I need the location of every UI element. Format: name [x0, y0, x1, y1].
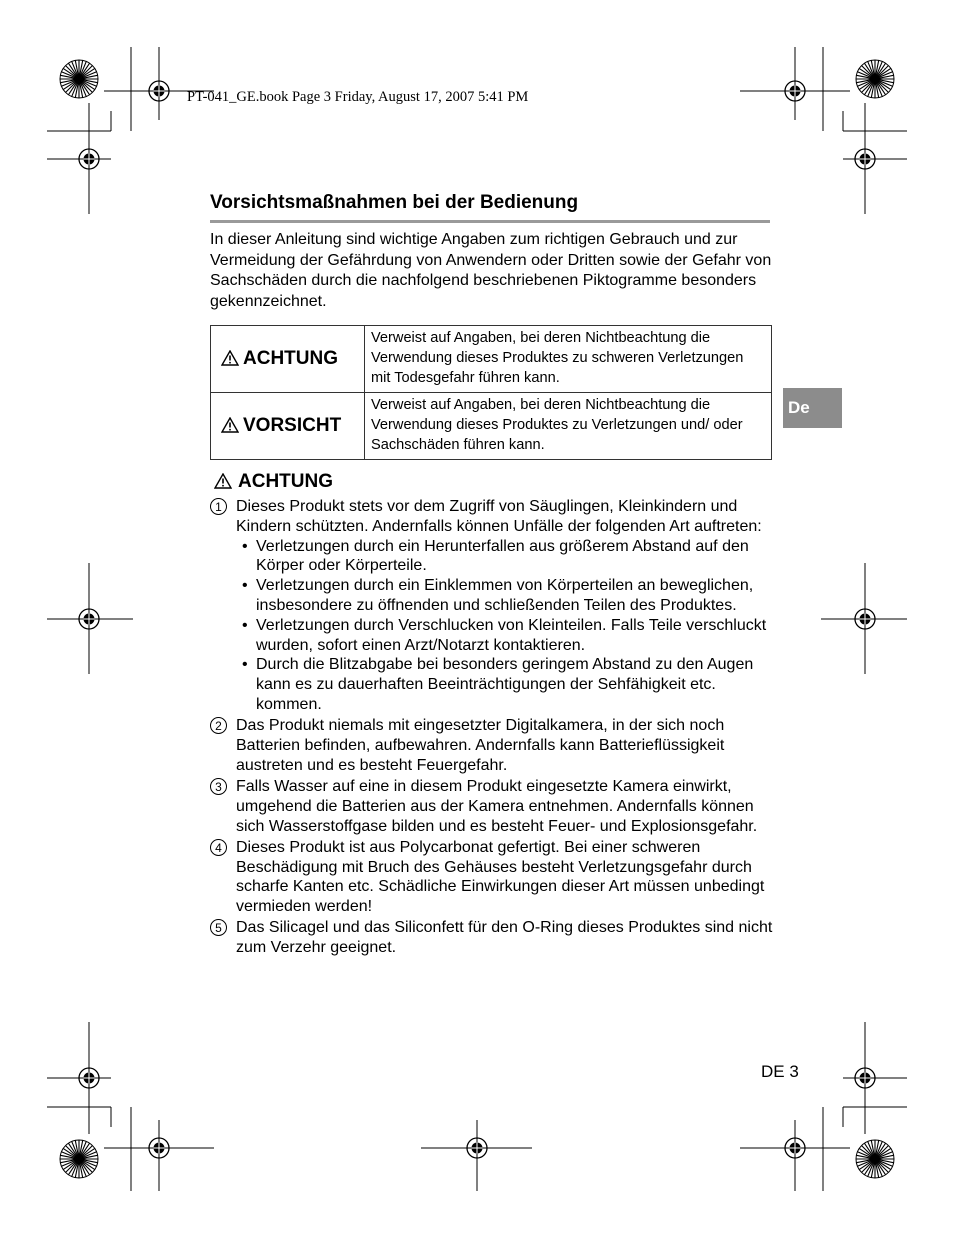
list-item — [210, 497, 780, 715]
item-text: Falls Wasser auf eine in diesem Produkt eingesetzte Kamera einwirkt, umgehend die Batterien aus der Kamera entnehmen. Andernfalls können sich Wasserstoffgase bilden und es besteht Feuer- und Explosionsgefahr. — [236, 777, 758, 835]
warning-triangle-icon — [214, 473, 232, 489]
language-tab — [783, 388, 842, 428]
bullet-text: Verletzungen durch ein Einklemmen von Körperteilen an beweglichen, insbesondere zu öffnenden und schließenden Teilen des Produktes. — [256, 577, 754, 614]
warning-triangle-icon — [221, 350, 239, 366]
warning-triangle-icon — [221, 417, 239, 433]
caution-label: VORSICHT — [243, 415, 342, 436]
list-item — [210, 838, 780, 917]
bullet-item: • Verletzungen durch Verschlucken von Kleinteilen. Falls Teile verschluckt wurden, sofort einen Arzt/Notarzt kontaktieren. — [242, 616, 767, 654]
item-number: 5 — [210, 919, 227, 936]
warning-description: Verweist auf Angaben, bei deren Nichtbeachtung die Verwendung dieses Produktes zu schweren Verletzungen mit Todesgefahr führen kann. — [365, 326, 772, 393]
table-row — [211, 393, 772, 460]
item-number: 1 — [210, 498, 227, 515]
caution-description: Verweist auf Angaben, bei deren Nichtbeachtung die Verwendung dieses Produktes zu Verletzungen und/ oder Sachschäden führen kann. — [365, 393, 772, 460]
bullet-item: • Durch die Blitzabgabe bei besonders geringem Abstand zu den Augen kann es zu dauerhaften Beeinträchtigungen der Sehfähigkeit etc. kommen. — [242, 656, 754, 713]
bullet-text: Verletzungen durch Verschlucken von Kleinteilen. Falls Teile verschluckt wurden, sofort einen Arzt/Notarzt kontaktieren. — [256, 616, 767, 654]
bullet-list — [236, 537, 780, 715]
achtung-heading-text: ACHTUNG — [238, 471, 333, 492]
page-number: DE 3 — [761, 1062, 799, 1081]
achtung-list — [210, 497, 780, 959]
bullet-text: Verletzungen durch ein Herunterfallen aus größerem Abstand auf den Körper oder Körperteile. — [256, 537, 749, 575]
table-row — [211, 326, 772, 393]
item-text: Dieses Produkt ist aus Polycarbonat gefertigt. Bei einer schweren Beschädigung mit Bruch des Gehäuses besteht Verletzungsgefahr durch scharfe Kanten etc. Schädliche Einwirkungen dieser Art müssen unbedingt vermieden werden! — [236, 838, 765, 916]
list-item — [210, 777, 780, 836]
list-item — [210, 716, 780, 775]
language-tab-label: De — [788, 398, 810, 417]
item-text: Dieses Produkt stets vor dem Zugriff von Säuglingen, Kleinkindern und Kindern schützten. Andernfalls können Unfälle der folgenden Art auftreten: — [236, 498, 762, 535]
bullet-text: Durch die Blitzabgabe bei besonders geringem Abstand zu den Augen kann es zu dauerhaften Beeinträchtigungen der Sehfähigkeit etc. kommen. — [256, 656, 754, 713]
warning-legend-table — [210, 325, 772, 460]
intro-paragraph: In dieser Anleitung sind wichtige Angaben zum richtigen Gebrauch und zur Vermeidung der Gefährdung von Anwendern oder Dritten sowie der Gefahr von Sachschäden durch die nachfolgend beschriebenen Piktogramme besonders gekennzeichnet. — [210, 231, 772, 311]
warning-label: ACHTUNG — [243, 348, 338, 369]
print-header: PT-041_GE.book Page 3 Friday, August 17, 2007 5:41 PM — [187, 89, 529, 105]
title-rule — [210, 220, 770, 223]
achtung-heading — [214, 471, 333, 493]
item-text: Das Silicagel und das Siliconfett für den O-Ring dieses Produktes sind nicht zum Verzehr geeignet. — [236, 919, 773, 957]
item-number: 2 — [210, 717, 227, 734]
bullet-item: • Verletzungen durch ein Herunterfallen aus größerem Abstand auf den Körper oder Körperteile. — [242, 537, 749, 575]
list-item — [210, 918, 780, 958]
page-title: Vorsichtsmaßnahmen bei der Bedienung — [210, 192, 579, 213]
item-number: 3 — [210, 778, 227, 795]
warning-label-cell — [211, 326, 365, 393]
item-text: Das Produkt niemals mit eingesetzter Digitalkamera, in der sich noch Batterien befinden, aufbewahren. Andernfalls kann Batterieflüssigkeit austreten und es besteht Feuergefahr. — [236, 717, 725, 774]
caution-label-cell — [211, 393, 365, 460]
item-number: 4 — [210, 839, 227, 856]
bullet-item: • Verletzungen durch ein Einklemmen von Körperteilen an beweglichen, insbesondere zu öffnenden und schließenden Teilen des Produktes. — [242, 577, 754, 614]
